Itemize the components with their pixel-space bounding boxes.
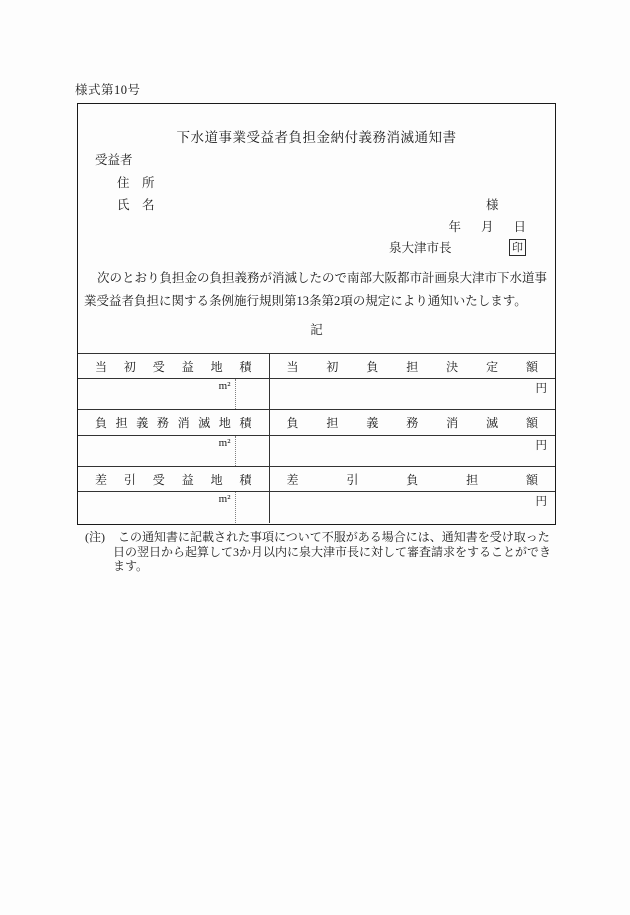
burden-table: [78, 353, 555, 523]
balance-amount-value-cell[interactable]: [269, 492, 555, 523]
footnote: [85, 530, 556, 574]
initial-amount-value-cell[interactable]: [269, 379, 555, 410]
body-paragraph: 次のとおり負担金の負担義務が消滅したので南部大阪都市計画泉大津市下水道事業受益者負担に関する条例施行規則第13条第2項の規定により通知いたします。: [84, 271, 548, 308]
form-number: 様式第10号: [75, 83, 141, 97]
record-heading: 記: [310, 323, 323, 337]
decimal-separator-line: [235, 492, 236, 523]
decimal-separator-line: [235, 379, 236, 409]
table-row-extinguished-values: [78, 435, 555, 466]
table-row-extinguished-headers: [78, 410, 555, 435]
initial-area-value-cell[interactable]: [78, 379, 269, 410]
extinguished-area-value-cell[interactable]: [78, 435, 269, 466]
extinguished-amount-value-cell[interactable]: [269, 435, 555, 466]
table-row-initial-headers: [78, 354, 555, 379]
extinguished-amount-header: 負担義務消滅額: [269, 410, 555, 435]
extinguished-area-header: 負担義務消滅地積: [78, 410, 269, 435]
date-line: [448, 217, 526, 235]
yen-unit: 円: [535, 439, 547, 452]
year-label: 年: [448, 220, 461, 234]
document-title: 下水道事業受益者負担金納付義務消滅通知書: [176, 130, 457, 145]
balance-area-header: 差引受益地積: [78, 466, 269, 491]
month-label: 月: [480, 220, 494, 234]
yen-unit: 円: [535, 383, 547, 396]
square-meter-unit: m²: [218, 436, 231, 449]
mayor-label: 泉大津市長: [389, 241, 452, 255]
table-row-balance-headers: [78, 466, 555, 491]
address-label: 住 所: [117, 176, 155, 190]
square-meter-unit: m²: [218, 380, 231, 393]
footnote-text: この通知書に記載された事項について不服がある場合には、通知書を受け取った日の翌日から起算して3か月以内に泉大津市長に対して審査請求をすることができます。: [113, 530, 552, 573]
initial-amount-header: 当初負担決定額: [269, 354, 555, 379]
decimal-separator-line: [235, 436, 236, 466]
yen-unit: 円: [535, 496, 547, 509]
balance-area-value-cell[interactable]: [78, 492, 269, 523]
form-border-box: [77, 103, 556, 525]
day-label: 日: [513, 220, 526, 234]
seal-box: [509, 239, 526, 256]
honorific-label: 様: [486, 198, 499, 212]
beneficiary-label: 受益者: [95, 153, 133, 167]
table-row-balance-values: [78, 492, 555, 523]
footnote-label: (注): [85, 530, 105, 544]
seal-character: 印: [512, 242, 523, 254]
balance-amount-header: 差引負担額: [269, 466, 555, 491]
mayor-line: [389, 238, 526, 256]
initial-area-header: 当初受益地積: [78, 354, 269, 379]
name-label: 氏 名: [117, 198, 155, 212]
table-row-initial-values: [78, 379, 555, 410]
square-meter-unit: m²: [218, 493, 231, 506]
